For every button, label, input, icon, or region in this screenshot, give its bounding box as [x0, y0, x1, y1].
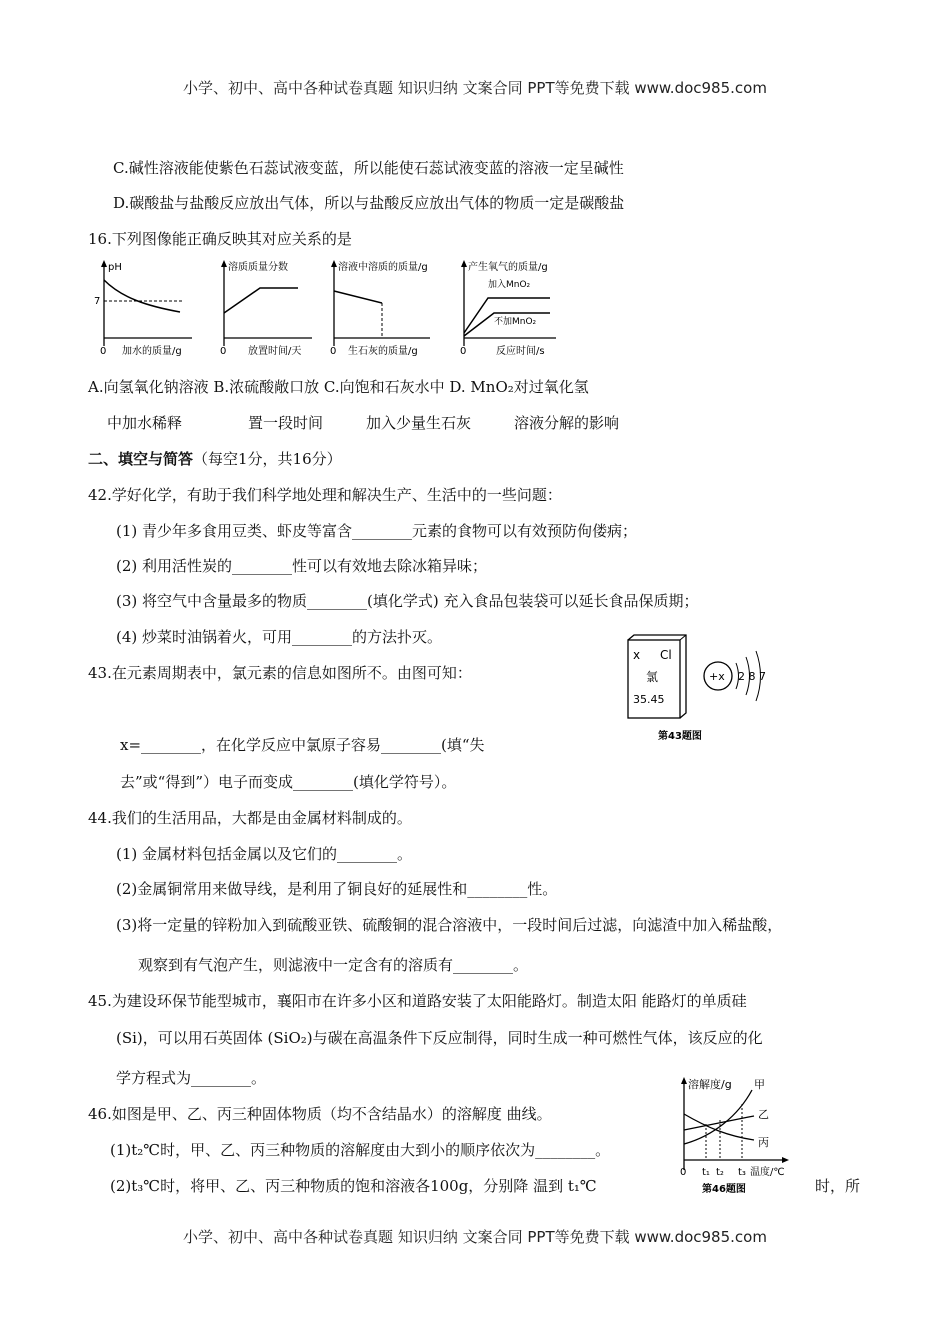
graph-a: [92, 258, 197, 358]
fig46-t3: t₃: [738, 1167, 746, 1178]
graph-d-xlabel: 反应时间/s: [496, 346, 545, 357]
graph-a-origin: 0: [100, 346, 107, 357]
section-2-title: [88, 448, 342, 469]
fig43-caption: 第43题图: [658, 731, 702, 742]
graph-d-ylabel: 产生氧气的质量/g: [468, 262, 548, 273]
q43-part-2: 去”或“得到”）电子而变成________(填化学符号）。: [120, 773, 457, 791]
fig43-shells: 2 8 7: [738, 670, 766, 683]
q42-part-2: (2) 利用活性炭的________性可以有效地去除冰箱异味；: [116, 557, 488, 575]
q45-line-2: (Si)，可以用石英固体 (SiO₂)与碳在高温条件下反应制得，同时生成一种可燃性气体，该反应的化: [116, 1029, 763, 1047]
q43-stem: 43.在元素周期表中，氯元素的信息如图所不。由图可知：: [88, 664, 472, 682]
graph-d-origin: 0: [460, 346, 467, 357]
q16-stem: 16.下列图像能正确反映其对应关系的是: [88, 230, 352, 248]
fig46-label-bing: 丙: [758, 1136, 769, 1149]
q42-part-3: (3) 将空气中含量最多的物质________(填化学式) 充入食品包装袋可以延长食品保质期；: [116, 592, 699, 610]
q44-part-3: (3)将一定量的锌粉加入到硫酸亚铁、硫酸铜的混合溶液中，一段时间后过滤，向滤渣中加入稀盐酸，: [116, 916, 783, 934]
fig46-solubility: [668, 1074, 798, 1198]
q15-option-d: D.碳酸盐与盐酸反应放出气体，所以与盐酸反应放出气体的物质一定是碳酸盐: [113, 194, 625, 212]
q46-stem: 46.如图是甲、乙、丙三种固体物质（均不含结晶水）的溶解度 曲线。: [88, 1105, 552, 1123]
fig46-t2: t₂: [716, 1167, 724, 1178]
fig43-symbol: Cl: [660, 648, 672, 662]
q46-part-2-end: 时，所: [815, 1177, 861, 1195]
fig46-label-yi: 乙: [758, 1108, 769, 1121]
graph-b-ylabel: 溶质质量分数: [228, 262, 288, 273]
graph-a-xlabel: 加水的质量/g: [122, 346, 182, 357]
q42-part-4: (4) 炒菜时油锅着火，可用________的方法扑灭。: [116, 628, 443, 646]
q16-option-a-cont: 中加水稀释: [107, 414, 183, 432]
fig43-mass: 35.45: [633, 693, 665, 706]
section-2-heading: 二、填空与简答: [88, 450, 194, 468]
fig43-nucleus: +x: [709, 670, 725, 683]
graph-c: [322, 258, 437, 358]
graph-d: [452, 258, 564, 358]
page-footer: 小学、初中、高中各种试卷真题 知识归纳 文案合同 PPT等免费下载 www.doc985.com: [183, 1228, 767, 1246]
fig46-origin: 0: [680, 1167, 687, 1178]
q46-part-1: (1)t₂℃时，甲、乙、丙三种物质的溶解度由大到小的顺序依次为________。: [110, 1141, 611, 1159]
q42-stem: 42.学好化学，有助于我们科学地处理和解决生产、生活中的一些问题：: [88, 486, 562, 504]
graph-b: [212, 258, 317, 358]
q44-part-1: (1) 金属材料包括金属以及它们的________。: [116, 845, 413, 863]
fig46-ylabel: 溶解度/g: [688, 1078, 732, 1091]
q16-option-c-cont: 加入少量生石灰: [366, 414, 472, 432]
fig43-name: 氯: [646, 670, 659, 684]
section-2-note: （每空1分，共16分）: [193, 450, 342, 468]
q16-options-line1: A.向氢氧化钠溶液 B.浓硫酸敞口放 C.向饱和石灰水中 D. MnO₂对过氧化氢: [88, 378, 589, 396]
graph-a-ylabel: pH: [108, 262, 122, 273]
page-header: 小学、初中、高中各种试卷真题 知识归纳 文案合同 PPT等免费下载 www.doc985.com: [183, 79, 767, 97]
graph-c-xlabel: 生石灰的质量/g: [348, 346, 418, 357]
graph-c-ylabel: 溶液中溶质的质量/g: [338, 262, 428, 273]
q45-line-3: 学方程式为________。: [116, 1069, 267, 1087]
q44-part-2: (2)金属铜常用来做导线，是利用了铜良好的延展性和________性。: [116, 880, 558, 898]
q44-stem: 44.我们的生活用品，大都是由金属材料制成的。: [88, 809, 412, 827]
q42-part-1: (1) 青少年多食用豆类、虾皮等富含________元素的食物可以有效预防佝偻病；: [116, 522, 638, 540]
fig43-chlorine: [620, 633, 780, 745]
q45-stem: 45.为建设环保节能型城市，襄阳市在许多小区和道路安装了太阳能路灯。制造太阳 能路灯的单质硅: [88, 992, 747, 1010]
q44-part-3-cont: 观察到有气泡产生，则滤液中一定含有的溶质有________。: [138, 956, 529, 974]
q16-option-b-cont: 置一段时间: [248, 414, 324, 432]
graph-b-origin: 0: [220, 346, 227, 357]
graph-b-xlabel: 放置时间/天: [248, 346, 302, 357]
graph-d-label-without: 不加MnO₂: [494, 317, 537, 327]
fig46-xlabel: 温度/℃: [750, 1167, 785, 1178]
fig46-label-jia: 甲: [754, 1078, 765, 1091]
graph-a-ymark: 7: [94, 296, 101, 307]
graph-d-label-with: 加入MnO₂: [488, 280, 531, 290]
graph-c-origin: 0: [330, 346, 337, 357]
q15-option-c: C.碱性溶液能使紫色石蕊试液变蓝，所以能使石蕊试液变蓝的溶液一定呈碱性: [113, 159, 624, 177]
fig46-t1: t₁: [702, 1167, 710, 1178]
q46-part-2: (2)t₃℃时，将甲、乙、丙三种物质的饱和溶液各100g，分别降 温到 t₁℃: [110, 1177, 597, 1195]
q16-option-d-cont: 溶液分解的影响: [514, 414, 620, 432]
fig43-number: x: [633, 648, 641, 662]
q43-part-1: x=________，在化学反应中氯原子容易________(填“失: [120, 736, 485, 754]
fig46-caption: 第46题图: [702, 1184, 746, 1195]
